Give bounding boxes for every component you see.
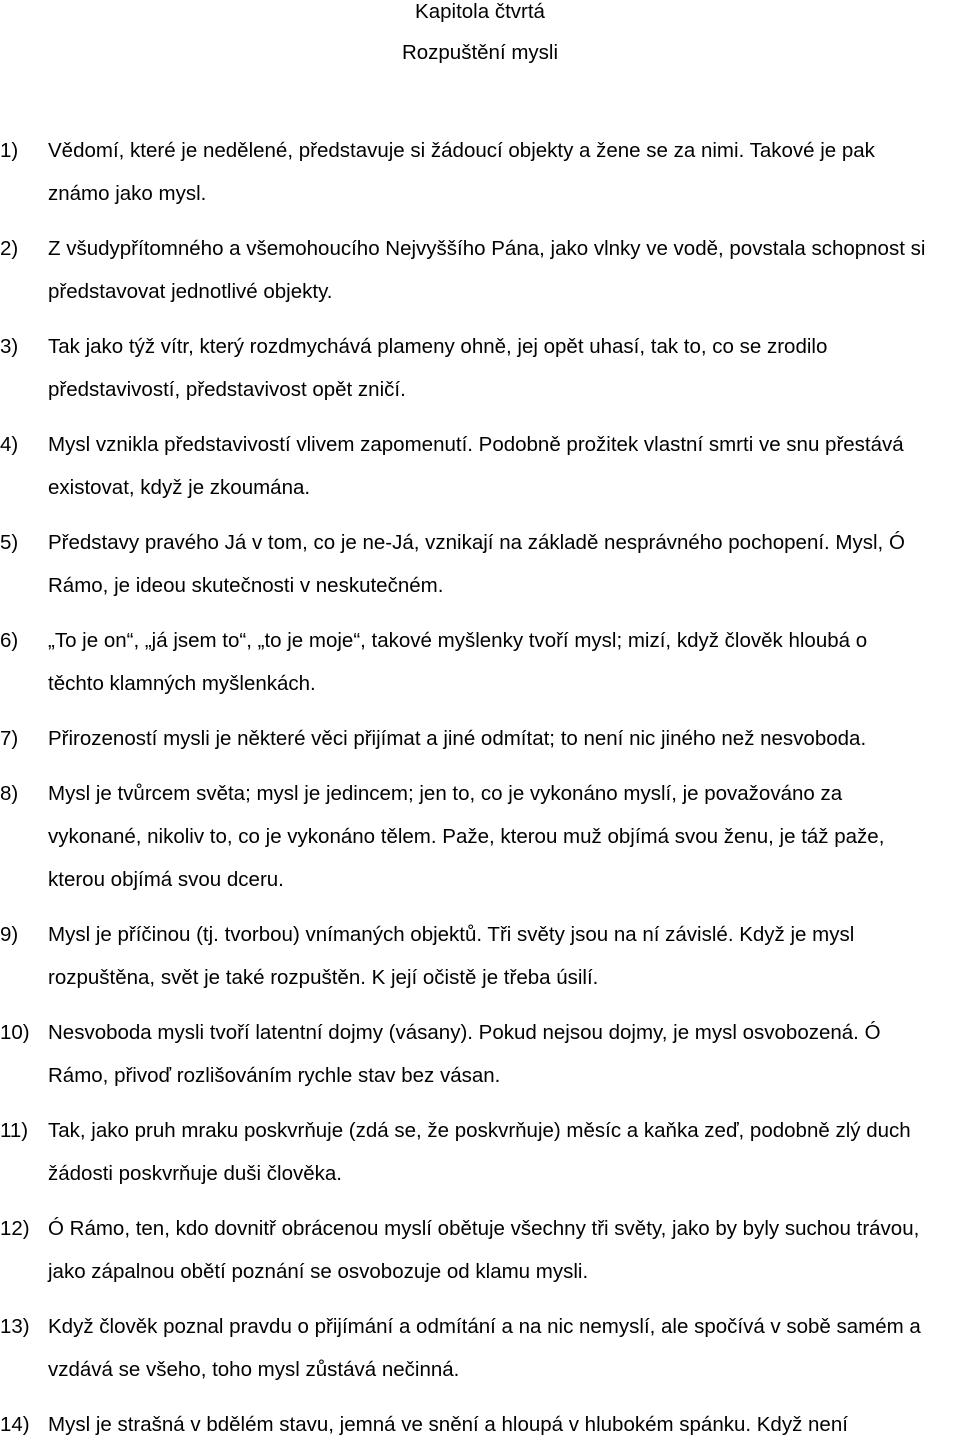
text-line: Tak jako týž vítr, který rozdmychává plameny ohně, jej opět uhasí, tak to, co se zrodilo xyxy=(48,335,828,358)
list-item-11 xyxy=(0,1109,960,1195)
list-item-number: 12) xyxy=(0,1217,30,1240)
text-line: Mysl je tvůrcem světa; mysl je jedincem; jen to, co je vykonáno myslí, je považováno za xyxy=(48,782,843,805)
text-line: Tak, jako pruh mraku poskvrňuje (zdá se, že poskvrňuje) měsíc a kaňka zeď, podobně zlý duch xyxy=(48,1119,911,1142)
list-item-number: 4) xyxy=(0,433,19,456)
list-item-8 xyxy=(0,772,960,901)
list-item-number: 8) xyxy=(0,782,19,805)
text-line: rozpuštěna, svět je také rozpuštěn. K její očistě je třeba úsilí. xyxy=(48,966,599,989)
list-item-text xyxy=(48,227,960,313)
list-item-2 xyxy=(0,227,960,313)
list-item-number: 3) xyxy=(0,335,19,358)
list-item-text xyxy=(48,913,960,999)
text-line: Nesvoboda mysli tvoří latentní dojmy (vásany). Pokud nejsou dojmy, je mysl osvobozená. Ó xyxy=(48,1021,881,1044)
text-line: Mysl vznikla představivostí vlivem zapomenutí. Podobně prožitek vlastní smrti ve snu přestává xyxy=(48,433,904,456)
text-line: Ó Rámo, ten, kdo dovnitř obrácenou myslí obětuje všechny tři světy, jako by byly suchou trávou, xyxy=(48,1217,920,1240)
list-item-10 xyxy=(0,1011,960,1097)
list-item-6 xyxy=(0,619,960,705)
list-item-text xyxy=(48,129,960,215)
list-item-text xyxy=(48,423,960,509)
list-item-9 xyxy=(0,913,960,999)
list-item-text xyxy=(48,1305,960,1391)
list-item-text xyxy=(48,1011,960,1097)
list-item-12 xyxy=(0,1207,960,1293)
text-line: Když člověk poznal pravdu o přijímání a odmítání a na nic nemyslí, ale spočívá v sobě samém a xyxy=(48,1315,921,1338)
text-line: existovat, když je zkoumána. xyxy=(48,476,311,499)
list-item-4 xyxy=(0,423,960,509)
list-item-number: 5) xyxy=(0,531,19,554)
list-item-number: 14) xyxy=(0,1413,30,1436)
list-item-text xyxy=(48,772,960,901)
text-line: Vědomí, které je nedělené, představuje si žádoucí objekty a žene se za nimi. Takové je pak xyxy=(48,139,875,162)
text-line: vzdává se všeho, toho mysl zůstává nečinná. xyxy=(48,1358,460,1381)
text-line: Rámo, je ideou skutečnosti v neskutečném. xyxy=(48,574,444,597)
page-title: Rozpuštění mysli xyxy=(401,41,559,64)
text-line: Rámo, přivoď rozlišováním rychle stav bez vásan. xyxy=(48,1064,501,1087)
text-line: Mysl je strašná v bdělém stavu, jemná ve snění a hloupá v hlubokém spánku. Když není xyxy=(48,1413,848,1436)
text-line: jako zápalnou obětí poznání se osvobozuje od klamu mysli. xyxy=(48,1260,589,1283)
text-line: známo jako mysl. xyxy=(48,182,207,205)
list-item-number: 9) xyxy=(0,923,19,946)
list-item-text xyxy=(48,325,960,411)
list-item-13 xyxy=(0,1305,960,1391)
list-item-text xyxy=(48,717,960,760)
list-item-number: 6) xyxy=(0,629,19,652)
text-line: žádosti poskvrňuje duši člověka. xyxy=(48,1162,342,1185)
list-item-number: 7) xyxy=(0,727,19,750)
text-line: představovat jednotlivé objekty. xyxy=(48,280,333,303)
chapter-heading: Kapitola čtvrtá xyxy=(415,0,545,23)
text-line: Představy pravého Já v tom, co je ne-Já, vznikají na základě nesprávného pochopení. Mysl, Ó xyxy=(48,531,905,554)
list-item-text xyxy=(48,521,960,607)
list-item-number: 2) xyxy=(0,237,19,260)
list-item-5 xyxy=(0,521,960,607)
text-line: Z všudypřítomného a všemohoucího Nejvyššího Pána, jako vlnky ve vodě, povstala schopnost si xyxy=(48,237,926,260)
text-line: vykonané, nikoliv to, co je vykonáno tělem. Paže, kterou muž objímá svou ženu, je táž paže, xyxy=(48,825,885,848)
text-line: Přirozeností mysli je některé věci přijímat a jiné odmítat; to není nic jiného než nesvoboda. xyxy=(48,727,867,750)
text-line: představivostí, představivost opět zničí. xyxy=(48,378,406,401)
list-item-1 xyxy=(0,129,960,215)
list-item-text xyxy=(48,1109,960,1195)
list-item-number: 10) xyxy=(0,1021,30,1044)
list-item-text xyxy=(48,619,960,705)
list-item-number: 13) xyxy=(0,1315,30,1338)
text-line: Mysl je příčinou (tj. tvorbou) vnímaných objektů. Tři světy jsou na ní závislé. Když je mysl xyxy=(48,923,855,946)
text-line: kterou objímá svou dceru. xyxy=(48,868,284,891)
list-item-number: 11) xyxy=(0,1119,29,1142)
list-item-3 xyxy=(0,325,960,411)
text-line: „To je on“, „já jsem to“, „to je moje“, takové myšlenky tvoří mysl; mizí, když člověk hloubá o xyxy=(48,629,868,652)
list-item-text xyxy=(48,1207,960,1293)
text-line: těchto klamných myšlenkách. xyxy=(48,672,316,695)
list-item-number: 1) xyxy=(0,139,19,162)
list-item-7 xyxy=(0,717,960,760)
